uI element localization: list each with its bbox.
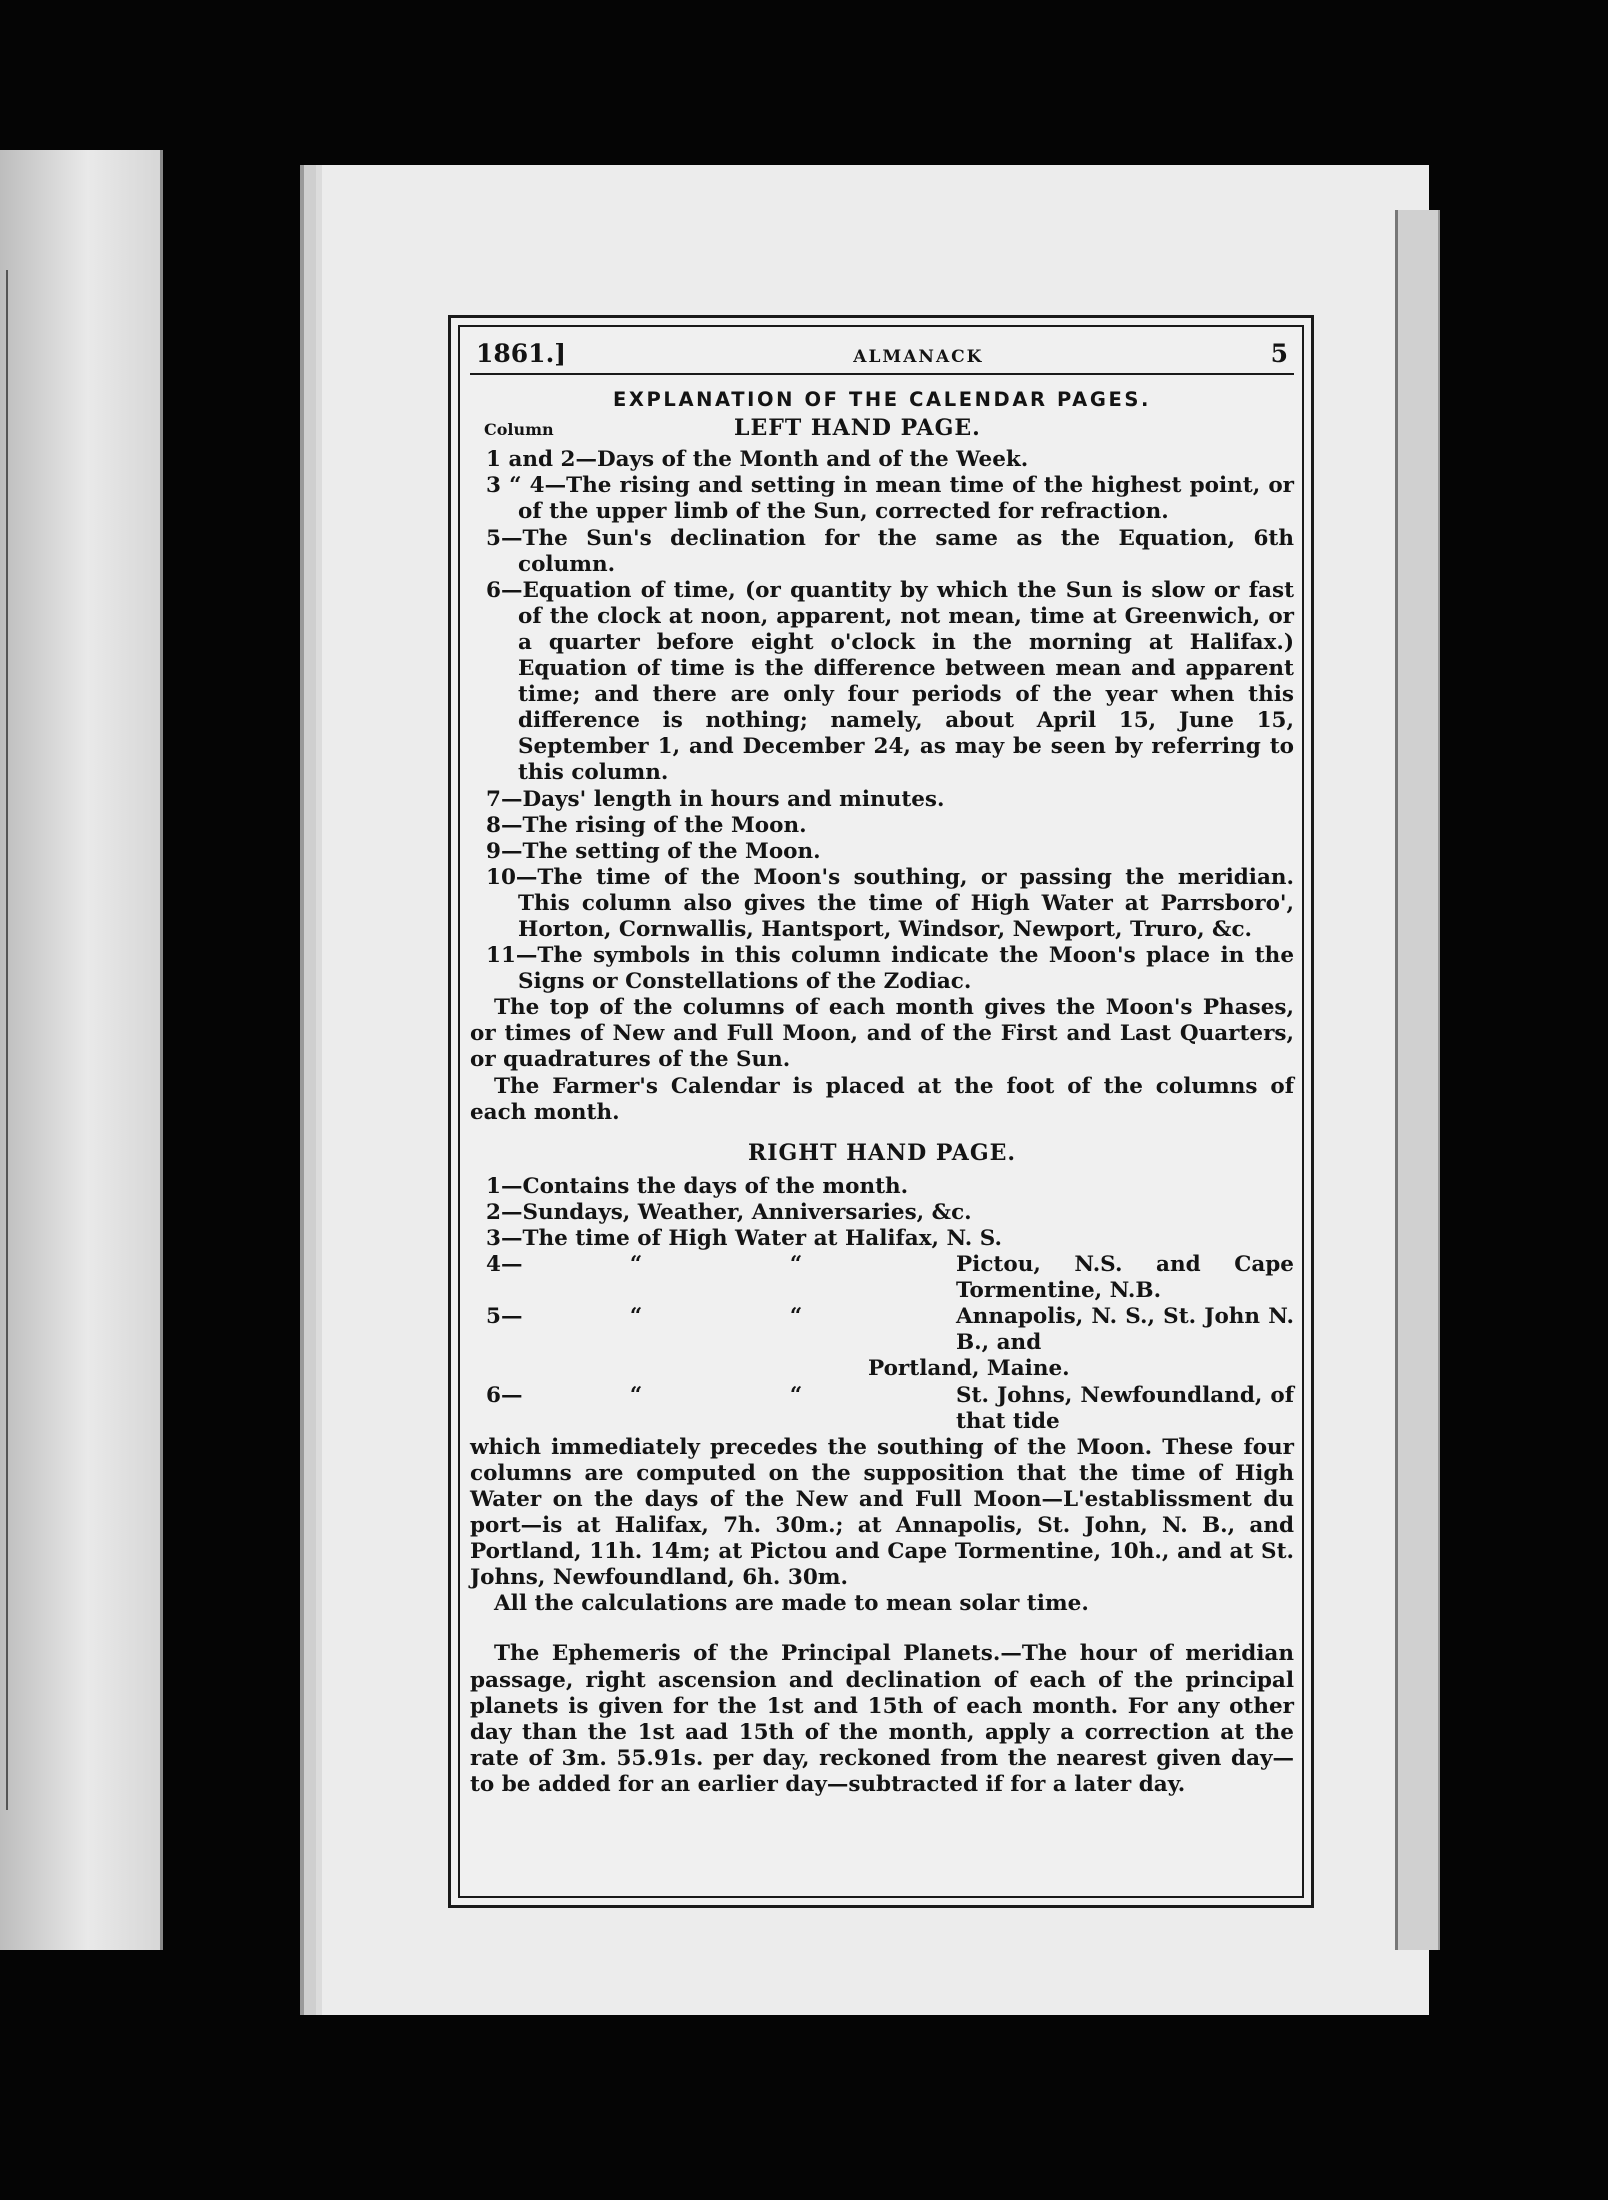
ditto-mark: “	[789, 1382, 803, 1408]
solar-time-paragraph: All the calculations are made to mean solar time.	[494, 1591, 1089, 1617]
running-header	[470, 333, 1294, 375]
row-place: Annapolis, N. S., St. John N. B., and	[956, 1304, 1294, 1356]
column-label: Column	[484, 420, 554, 440]
right-item-row	[470, 1252, 1294, 1304]
right-item-row	[470, 1304, 1294, 1356]
ditto-mark: “	[629, 1252, 643, 1278]
left-item-list	[470, 447, 1294, 995]
left-hand-page-title: LEFT HAND PAGE.	[734, 415, 981, 442]
ditto-mark: “	[629, 1382, 643, 1408]
header-title: ALMANACK	[853, 347, 984, 367]
left-item: 8—The rising of the Moon.	[486, 812, 807, 838]
ephemeris-paragraph: The Ephemeris of the Principal Planets.—The hour of meridian passage, right ascension and declination of each of the principal planets is given for the 1st and 15th of each month. For any other day than the 1st aad 15th of the month, apply a correction at the rate of 3m. 55.91s. per day, reckoned from the nearest given day—to be added for an earlier day—subtracted if for a later day.	[470, 1641, 1294, 1797]
page-content	[470, 333, 1294, 1798]
left-item: 3 “ 4—The rising and setting in mean time of the highest point, or of the upper limb of the Sun, corrected for refraction.	[486, 473, 1294, 525]
row-place: St. Johns, Newfoundland, of that tide	[956, 1382, 1294, 1434]
ditto-mark: “	[629, 1304, 643, 1330]
row-number: 6—	[486, 1382, 523, 1408]
moon-phases-paragraph: The top of the columns of each month gives the Moon's Phases, or times of New and Full Moon, and of the First and Last Quarters, or quadratures of the Sun.	[470, 995, 1294, 1073]
right-hand-page-title: RIGHT HAND PAGE.	[747, 1139, 1017, 1166]
tide-paragraph: which immediately precedes the southing of the Moon. These four columns are computed on the supposition that the time of High Water on the days of the New and Full Moon—L'establissment du port—is at Halifax, 7h. 30m.; at Annapolis, St. John, N. B., and Portland, 11h. 14m; at Pictou and Cape Tormentine, 10h., and at St. Johns, Newfoundland, 6h. 30m.	[470, 1434, 1294, 1591]
header-year: 1861.]	[476, 339, 567, 368]
adjacent-left-page	[0, 150, 163, 1950]
row-place-continued: Portland, Maine.	[868, 1356, 1070, 1382]
right-item-row	[470, 1383, 1294, 1435]
farmers-calendar-paragraph: The Farmer's Calendar is placed at the foot of the columns of each month.	[470, 1073, 1294, 1125]
left-section-header	[470, 415, 1294, 443]
right-item: 1—Contains the days of the month.	[486, 1173, 909, 1199]
row-number: 4—	[486, 1252, 523, 1278]
left-item: 11—The symbols in this column indicate the Moon's place in the Signs or Constellations of the Zodiac.	[486, 943, 1294, 995]
left-page-border	[0, 270, 8, 1810]
left-item: 5—The Sun's declination for the same as the Equation, 6th column.	[486, 525, 1294, 577]
page-number: 5	[1270, 339, 1288, 368]
page-title: EXPLANATION OF THE CALENDAR PAGES.	[612, 388, 1152, 412]
right-item: 3—The time of High Water at Halifax, N. S.	[486, 1226, 1002, 1251]
row-number: 5—	[486, 1304, 523, 1330]
ditto-mark: “	[789, 1252, 803, 1278]
row-place: Pictou, N.S. and Cape Tormentine, N.B.	[956, 1252, 1294, 1304]
page-stack-edge	[1395, 210, 1440, 1950]
left-item: 10—The time of the Moon's southing, or passing the meridian. This column also gives the time of High Water at Parrsboro', Horton, Cornwallis, Hantsport, Windsor, Newport, Truro, &c.	[486, 864, 1294, 942]
left-item: 9—The setting of the Moon.	[486, 838, 821, 864]
ditto-mark: “	[789, 1304, 803, 1330]
left-item: 7—Days' length in hours and minutes.	[486, 786, 945, 812]
left-item: 1 and 2—Days of the Month and of the Week.	[486, 447, 1029, 473]
right-item-list	[470, 1174, 1294, 1435]
left-item: 6—Equation of time, (or quantity by which the Sun is slow or fast of the clock at noon, apparent, not mean, time at Greenwich, or a quarter before eight o'clock in the morning at Halifax.) Equation of time is the difference between mean and apparent time; and there are only four periods of the year when this difference is nothing; namely, about April 15, June 15, September 1, and December 24, as may be seen by referring to this column.	[486, 577, 1294, 786]
right-item: 2—Sundays, Weather, Anniversaries, &c.	[486, 1199, 972, 1225]
